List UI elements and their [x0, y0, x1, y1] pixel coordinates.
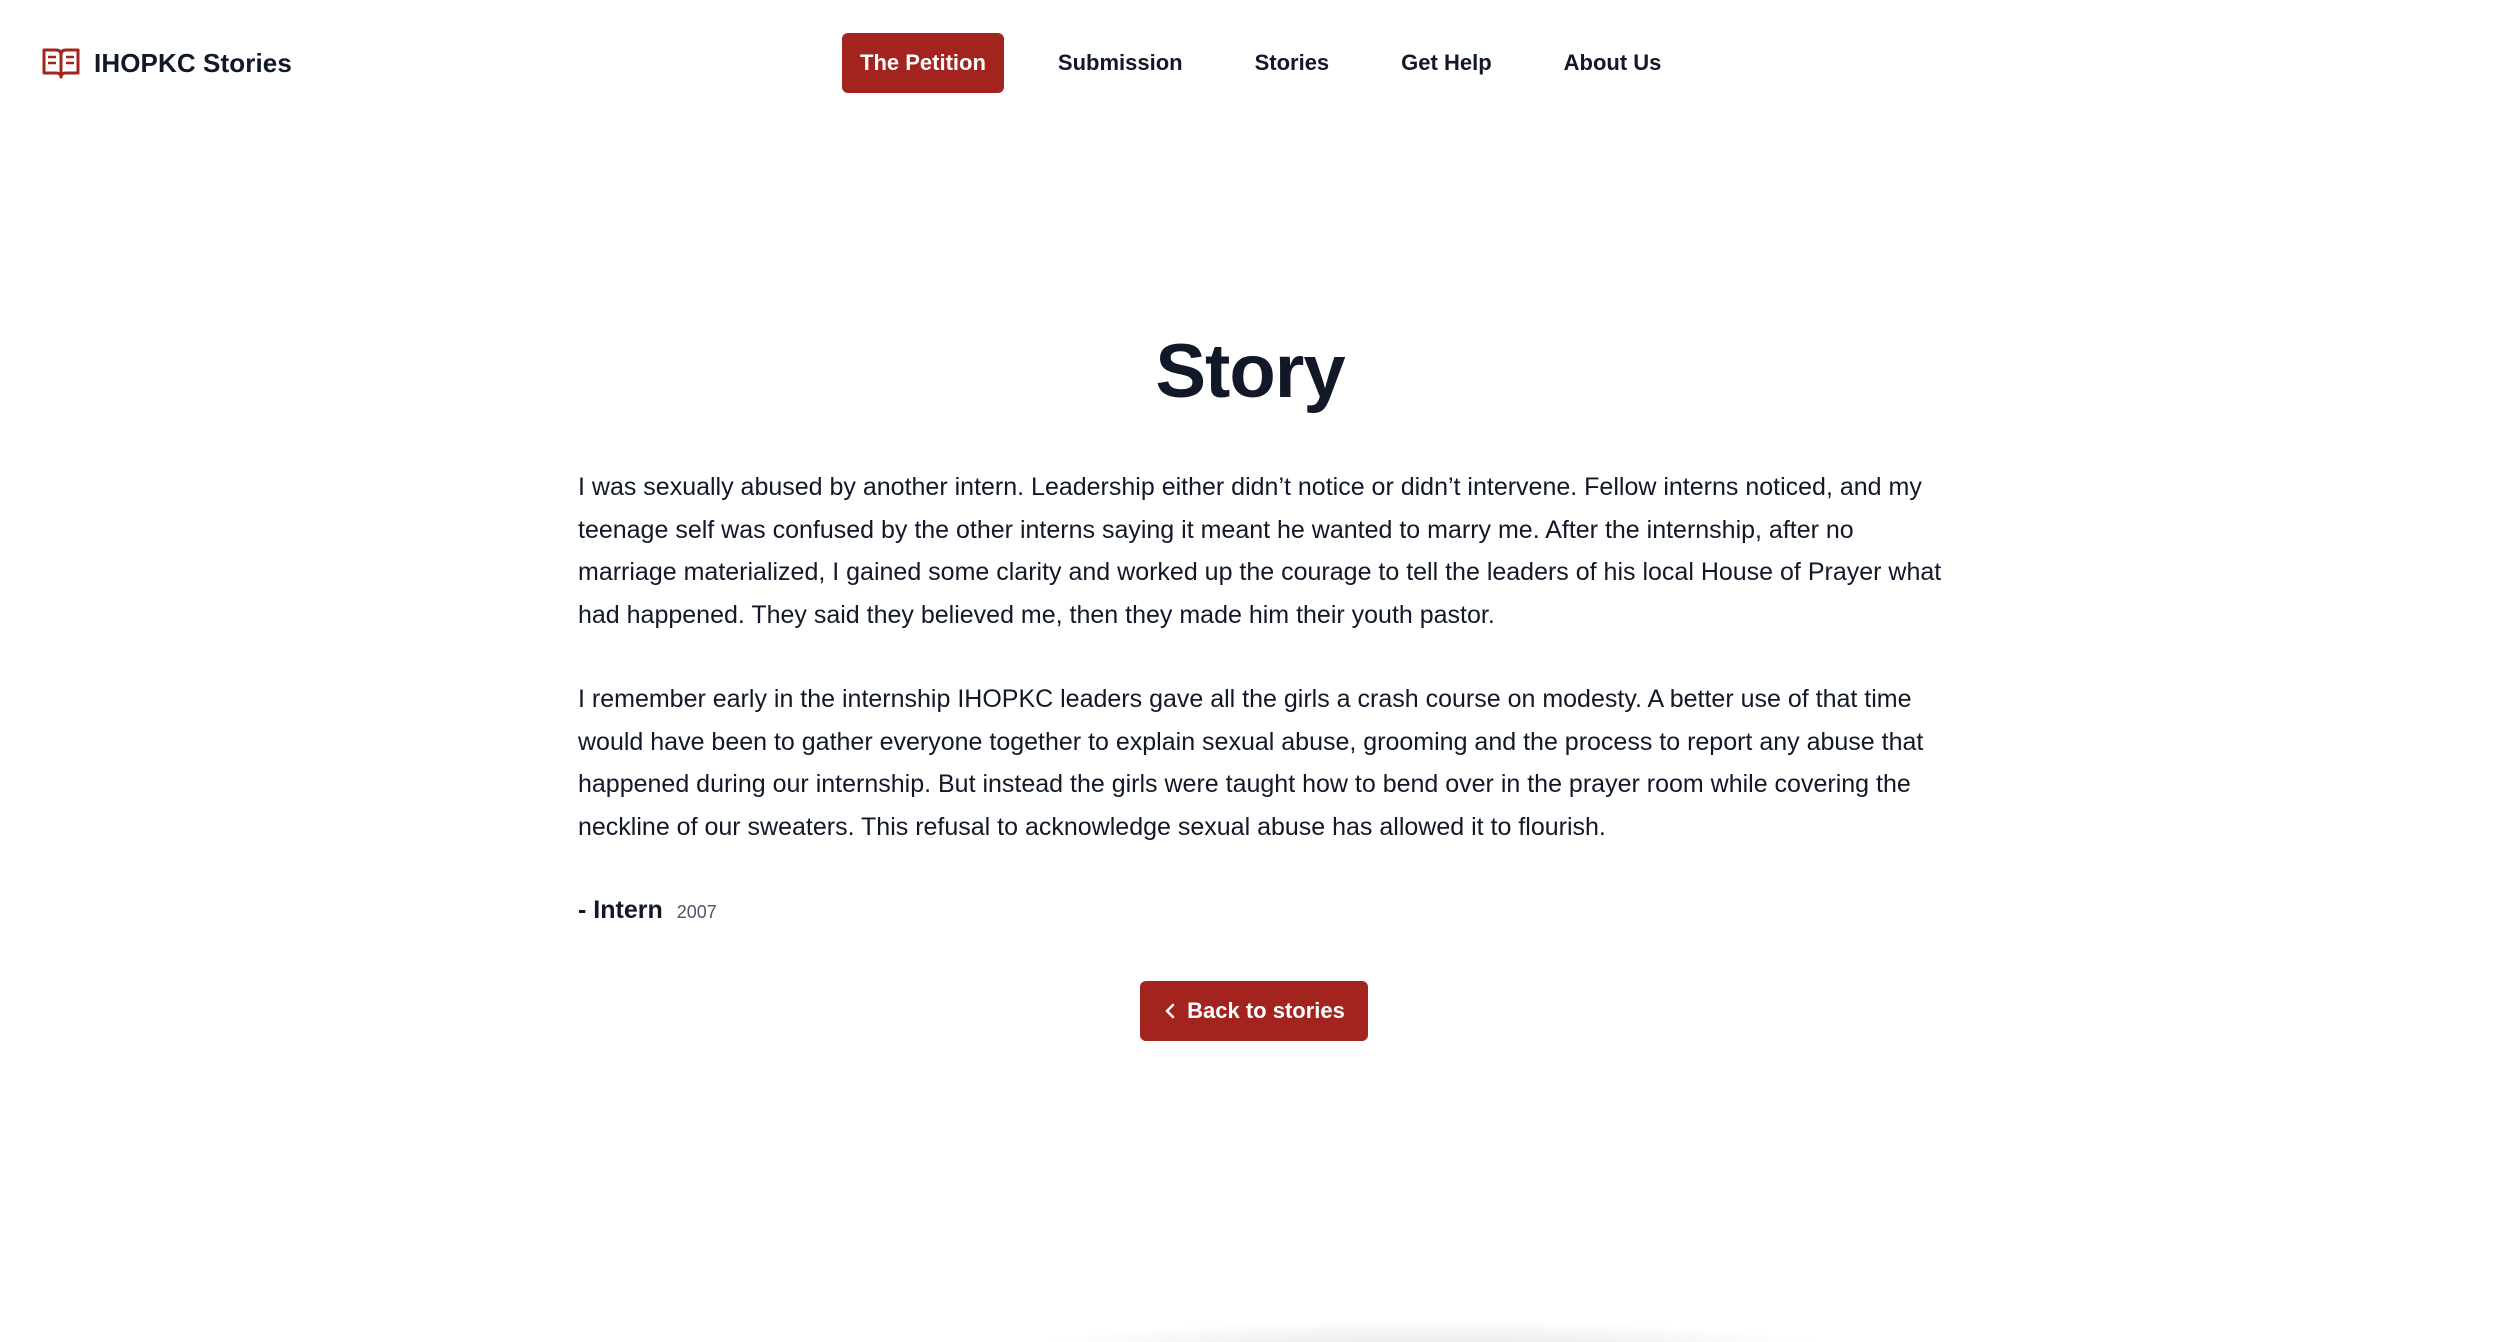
- story-body: [578, 466, 1950, 890]
- story-year: 2007: [676, 902, 717, 922]
- chevron-left-icon: [1163, 1002, 1177, 1020]
- site-header: [0, 0, 2500, 126]
- story-paragraph: I remember early in the internship IHOPKC leaders gave all the girls a crash course on modesty. A better use of that time would have been to gather everyone together to explain sexual abuse, grooming and the process to report any abuse that happened during our internship. But instead the girls were taught how to bend over in the prayer room while covering the neckline of our sweaters. This refusal to acknowledge sexual abuse has allowed it to flourish.: [578, 685, 1924, 841]
- nav-item-stories[interactable]: Stories: [1254, 50, 1330, 75]
- back-button-label: Back to stories: [1187, 998, 1345, 1023]
- brand-name: IHOPKC Stories: [94, 47, 292, 78]
- main-nav: [842, 33, 1715, 93]
- story-author: - Intern: [578, 896, 663, 924]
- story-paragraph: I was sexually abused by another intern. Leadership either didn’t notice or didn’t intervene. Fellow interns noticed, and my teenage self was confused by the other interns saying it meant he wanted to marry me. After the internship, after no marriage materialized, I gained some clarity and worked up the courage to tell the leaders of his local House of Prayer what had happened. They said they believed me, then they made him their youth pastor.: [578, 473, 1942, 629]
- nav-item-the-petition[interactable]: The Petition: [842, 33, 1004, 93]
- nav-item-get-help[interactable]: Get Help: [1401, 50, 1492, 75]
- page-title: Story: [1155, 329, 1345, 414]
- open-book-icon: [42, 46, 80, 80]
- footer-shadow: [1020, 1320, 1840, 1342]
- nav-item-about-us[interactable]: About Us: [1563, 50, 1662, 75]
- brand-link[interactable]: [42, 44, 292, 82]
- nav-item-submission[interactable]: Submission: [1057, 50, 1183, 75]
- story-attribution: [578, 896, 717, 934]
- back-to-stories-button[interactable]: [1140, 981, 1368, 1041]
